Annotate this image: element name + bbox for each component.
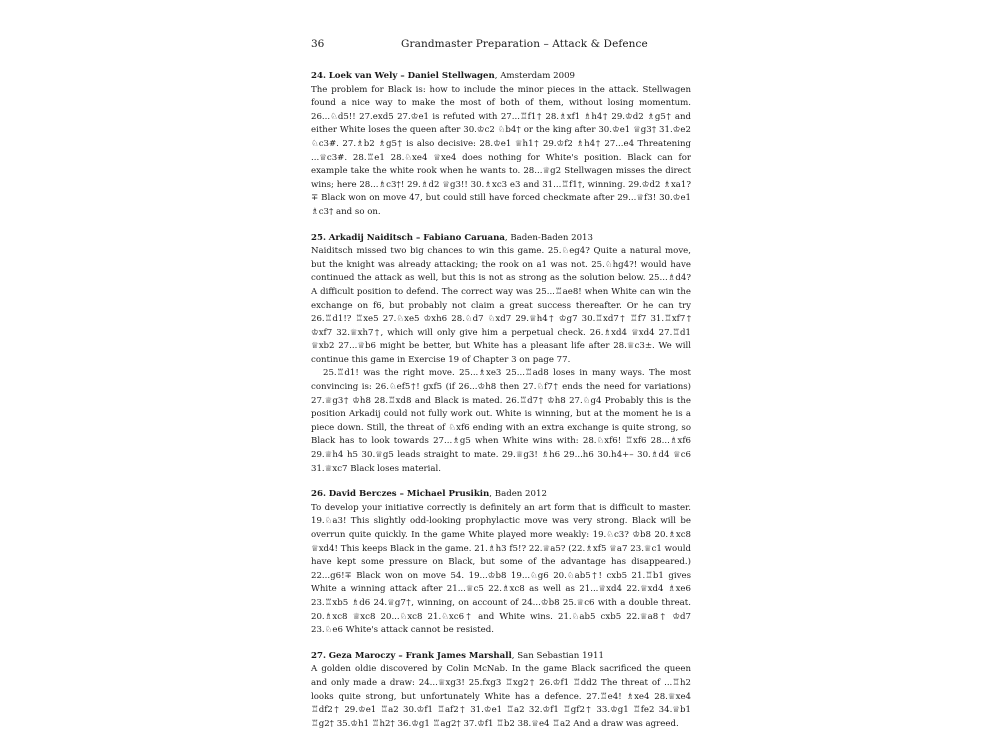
game-number: 27. bbox=[311, 650, 326, 661]
game-commentary: To develop your initiative correctly is definitely an art form that is difficult to master. 19.♘a3! This slightly odd-looking prophylactic move was very strong. Black will be overrun quite quickly. In the game White played more weakly: 19.♘c3? ♔b8 20.♗xc8 ♕xd4! This keeps Black in the game. 21.♗h3 f5!? 22.♕a5? (22.♗xf5 ♕a7 23.♕c1 would have kept some pressure on Black, but some of the advantage has disappeared.) 22...g6!∓ Black won on move 54. 19...♔b8 19...♘g6 20.♘ab5†! cxb5 21.♖b1 gives White a winning attack after 21...♕c5 22.♗xc8 as well as 21...♕xd4 22.♕xd4 ♗xe6 23.♖xb5 ♗d6 24.♕g7†, winning, on account of 24...♔b8 25.♕c6 with a double threat. 20.♗xc8 ♕xc8 20...♘xc8 21.♘xc6† and White wins. 21.♘ab5 cxb5 22.♕a8† ♔d7 23.♘e6 White's attack cannot be resisted. bbox=[311, 502, 691, 636]
page-header bbox=[311, 38, 691, 54]
game-players: Arkadij Naiditsch – Fabiano Caruana bbox=[328, 232, 505, 243]
game-commentary: Naiditsch missed two big chances to win this game. 25.♘eg4? Quite a natural move, but the knight was already attacking; the rook on a1 was not. 25.♘hg4?! would have continued the attack as well, but this is not as strong as the solution below. 25...♗d4? A difficult position to defend. The correct way was 25...♖ae8! when White can win the exchange on f6, but probably not claim a great success thereafter. Or he can try 26.♖d1!? ♖xe5 27.♘xe5 ♔xh6 28.♘d7 ♘xd7 29.♕h4† ♔g7 30.♖xd7† ♖f7 31.♖xf7† ♔xf7 32.♕xh7†, which will only give him a perpetual check. 26.♗xd4 ♕xd4 27.♖d1 ♕xb2 27...♕b6 might be better, but White has a pleasant life after 28.♕c3±. We will continue this game in Exercise 19 of Chapter 3 on page 77. bbox=[311, 246, 691, 365]
game-players: Loek van Wely – Daniel Stellwagen bbox=[328, 71, 495, 81]
page-content bbox=[311, 70, 691, 743]
game-commentary: A golden oldie discovered by Colin McNab. In the game Black sacrificed the queen and only made a draw: 24...♕xg3! 25.fxg3 ♖xg2† 26.♔f1 ♖dd2 The threat of ...♖h2 looks quite strong, but unfortunately White has a defence. 27.♖e4! ♗xe4 28.♕xe4 ♖df2† 29.♔e1 ♖a2 30.♔f1 ♖af2† 31.♔e1 ♖a2 32.♔f1 ♖gf2† 33.♔g1 ♖fe2 34.♕b1 ♖g2† 35.♔h1 ♖h2† 36.♔g1 ♖ag2† 37.♔f1 ♖b2 38.♕e4 ♖a2 And a draw was agreed. bbox=[311, 664, 691, 729]
page-number: 36 bbox=[311, 38, 325, 50]
game-number: 24. bbox=[311, 71, 326, 81]
game-entry bbox=[311, 488, 691, 638]
game-event: , Amsterdam 2009 bbox=[494, 71, 576, 81]
game-commentary: The problem for Black is: how to include the minor pieces in the attack. Stellwagen found a nice way to make the most of both of them, without losing momentum. 26...♘d5!! 27.exd5 27.♔e1 is refuted with 27...♖f1† 28.♗xf1 ♗h4† 29.♔d2 ♗g5† and either White loses the queen after 30.♔c2 ♘b4† or the king after 30.♔e1 ♕g3† 31.♔e2 ♘c3#. 27.♗b2 ♗g5† is also decisive: 28.♔e1 ♕h1† 29.♔f2 ♗h4† 27...e4 Threatening ...♕c3#. 28.♖e1 28.♘xe4 ♕xe4 does nothing for White's position. Black can for example take the white rook when he wants to. 28...♕g2 Stellwagen misses the direct wins; here 28...♗c3†! 29.♗d2 ♕g3!! 30.♗xc3 e3 and 31...♖f1†, winning. 29.♔d2 ♗xa1?∓ Black won on move 47, but could still have forced checkmate after 29...♕f3! 30.♔e1 ♗c3† and so on. bbox=[311, 84, 691, 217]
game-title bbox=[311, 70, 691, 84]
game-commentary: 25.♖d1! was the right move. 25...♗xe3 25...♖ad8 loses in many ways. The most convincing is: 26.♘ef5†! gxf5 (if 26...♔h8 then 27.♘f7† ends the need for variations) 27.♕g3† ♔h8 28.♖xd8 and Black is mated. 26.♖d7† ♔h8 27.♘g4 Probably this is the position Arkadij could not fully work out. White is winning, but at the moment he is a piece down. Still, the threat of ♘xf6 ending with an extra exchange is quite strong, so Black has to look towards 27...♗g5 when White wins with: 28.♘xf6! ♖xf6 28...♗xf6 29.♕h4 h5 30.♕g5 leads straight to mate. 29.♕g3! ♗h6 29...h6 30.h4+– 30.♗d4 ♕c6 31.♕xc7 Black loses material. bbox=[311, 368, 691, 474]
game-title bbox=[311, 488, 691, 502]
game-entry bbox=[311, 650, 691, 732]
game-entry bbox=[311, 70, 691, 220]
game-event: , Baden 2012 bbox=[489, 489, 547, 500]
game-players: David Berczes – Michael Prusikin bbox=[328, 489, 490, 500]
game-event: , San Sebastian 1911 bbox=[511, 650, 604, 661]
game-title bbox=[311, 650, 691, 664]
game-entry bbox=[311, 232, 691, 477]
game-number: 25. bbox=[311, 232, 326, 243]
game-number: 26. bbox=[311, 489, 326, 500]
game-players: Geza Maroczy – Frank James Marshall bbox=[328, 650, 512, 661]
running-head: Grandmaster Preparation – Attack & Defence bbox=[401, 38, 648, 50]
game-event: , Baden-Baden 2013 bbox=[504, 232, 593, 243]
game-title bbox=[311, 232, 691, 246]
